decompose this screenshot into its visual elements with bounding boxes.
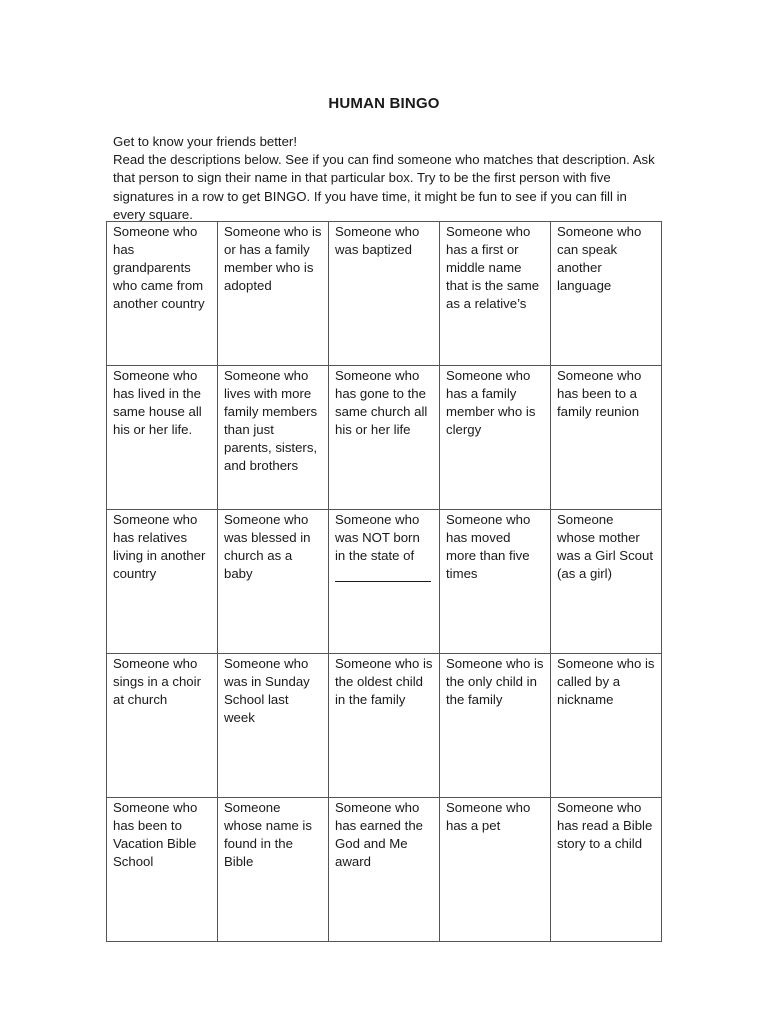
bingo-cell: Someone who has a family member who is clergy <box>440 366 551 510</box>
bingo-cell: Someone who was in Sunday School last week <box>218 654 329 798</box>
bingo-cell: Someone who has a first or middle name that is the same as a relative’s <box>440 222 551 366</box>
bingo-cell: Someone who lives with more family members than just parents, sisters, and brothers <box>218 366 329 510</box>
instructions-line-1: Get to know your friends better! <box>113 134 297 149</box>
instructions <box>113 133 658 224</box>
bingo-cell: Someone whose name is found in the Bible <box>218 798 329 942</box>
bingo-cell: Someone who can speak another language <box>551 222 662 366</box>
bingo-row <box>107 366 662 510</box>
bingo-cell-state <box>329 510 440 654</box>
bingo-cell: Someone who has been to a family reunion <box>551 366 662 510</box>
bingo-row <box>107 222 662 366</box>
bingo-row <box>107 798 662 942</box>
bingo-cell: Someone who has gone to the same church all his or her life <box>329 366 440 510</box>
bingo-cell: Someone who is or has a family member who is adopted <box>218 222 329 366</box>
bingo-cell: Someone who has grandparents who came from another country <box>107 222 218 366</box>
bingo-row <box>107 654 662 798</box>
bingo-cell: Someone who has a pet <box>440 798 551 942</box>
bingo-grid <box>106 221 662 942</box>
bingo-cell: Someone who has lived in the same house all his or her life. <box>107 366 218 510</box>
bingo-cell: Someone whose mother was a Girl Scout (as a girl) <box>551 510 662 654</box>
bingo-cell: Someone who was blessed in church as a baby <box>218 510 329 654</box>
state-blank-line <box>335 565 431 582</box>
instructions-line-2: Read the descriptions below. See if you can find someone who matches that description. Ask that person to sign their name in that particular box. Try to be the first person with five signatures in a row to get BINGO. If you have time, it might be fun to see if you can fill in every square. <box>113 152 655 222</box>
bingo-cell: Someone who is the oldest child in the family <box>329 654 440 798</box>
bingo-cell-text: Someone who was NOT born in the state of <box>335 512 420 563</box>
page-title: HUMAN BINGO <box>328 95 440 112</box>
bingo-cell: Someone who has earned the God and Me award <box>329 798 440 942</box>
bingo-cell: Someone who sings in a choir at church <box>107 654 218 798</box>
bingo-cell: Someone who was baptized <box>329 222 440 366</box>
bingo-cell: Someone who is called by a nickname <box>551 654 662 798</box>
bingo-row <box>107 510 662 654</box>
bingo-cell: Someone who has moved more than five times <box>440 510 551 654</box>
bingo-cell: Someone who has been to Vacation Bible School <box>107 798 218 942</box>
bingo-cell: Someone who has read a Bible story to a child <box>551 798 662 942</box>
bingo-cell: Someone who has relatives living in another country <box>107 510 218 654</box>
bingo-cell: Someone who is the only child in the family <box>440 654 551 798</box>
